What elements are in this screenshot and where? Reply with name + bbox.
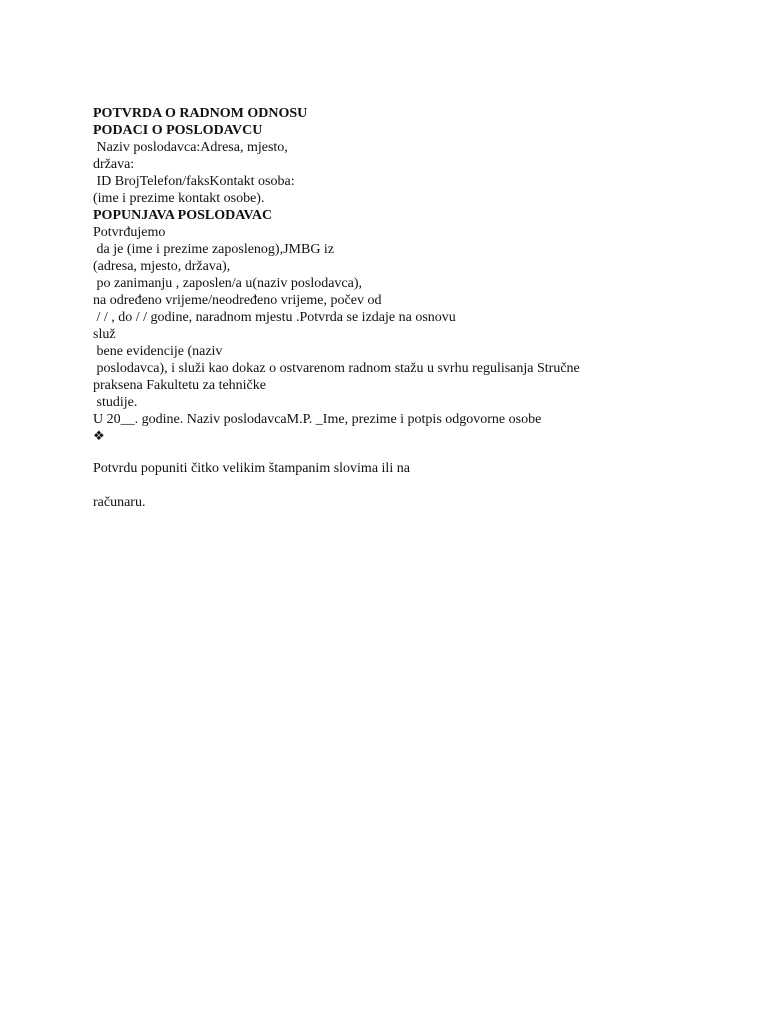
body-line: Potvrđujemo — [93, 225, 166, 240]
employer-line: država: — [93, 157, 135, 172]
footer-gap — [93, 477, 713, 494]
body-line: po zanimanju , zaposlen/a u(naziv poslodavca), — [93, 276, 363, 291]
document-title: POTVRDA O RADNOM ODNOSU — [93, 106, 308, 121]
footer-line: Potvrdu popuniti čitko velikim štampanim slovima ili na — [93, 461, 410, 476]
body-line: U 20__. godine. Naziv poslodavcaM.P. _Ime, prezime i potpis odgovorne osobe — [93, 412, 542, 427]
footer-note — [93, 460, 713, 511]
body-line: poslodavca), i služi kao dokaz o ostvarenom radnom stažu u svrhu regulisanja Stručne — [93, 361, 580, 376]
body-line: na određeno vrijeme/neodređeno vrijeme, počev od — [93, 293, 382, 308]
body-line: bene evidencije (naziv — [93, 344, 223, 359]
body-line: praksena Fakultetu za tehničke — [93, 378, 266, 393]
employer-line: ID BrojTelefon/faksKontakt osoba: — [93, 174, 295, 189]
bullet-symbol-icon: ❖ — [93, 429, 105, 444]
employer-line: (ime i prezime kontakt osobe). — [93, 191, 265, 206]
document-body — [93, 105, 713, 445]
filled-by-heading: POPUNJAVA POSLODAVAC — [93, 208, 273, 223]
footer-line: računaru. — [93, 495, 146, 510]
employer-line: Naziv poslodavca:Adresa, mjesto, — [93, 140, 288, 155]
body-line: (adresa, mjesto, država), — [93, 259, 231, 274]
employer-heading: PODACI O POSLODAVCU — [93, 123, 263, 138]
body-line: studije. — [93, 395, 138, 410]
body-line: da je (ime i prezime zaposlenog),JMBG iz — [93, 242, 335, 257]
body-line: služ — [93, 327, 116, 342]
body-line: / / , do / / godine, naradnom mjestu .Potvrda se izdaje na osnovu — [93, 310, 456, 325]
